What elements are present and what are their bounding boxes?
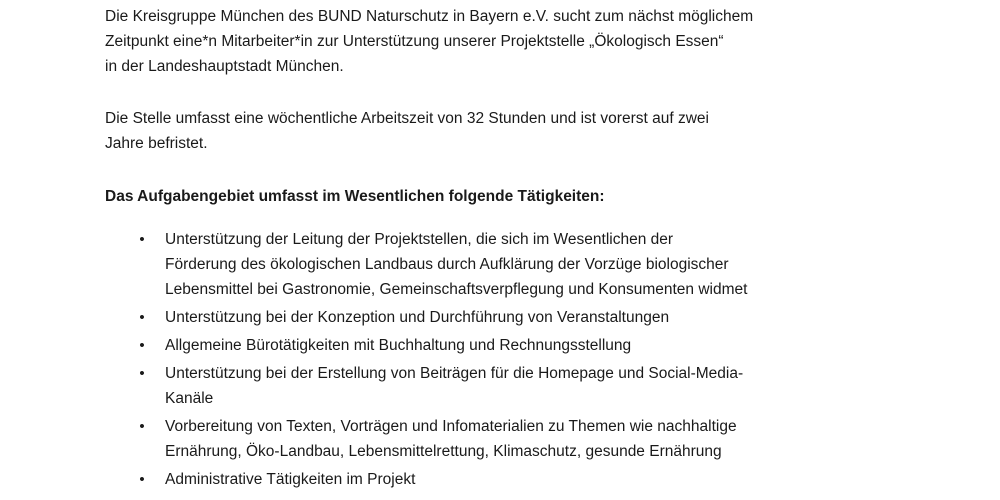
bullet-icon: • <box>139 231 145 248</box>
task-line: Kanäle <box>165 390 214 407</box>
task-item <box>0 467 747 492</box>
task-item <box>0 414 747 464</box>
task-line: Lebensmittel bei Gastronomie, Gemeinschaftsverpflegung und Konsumenten widmet <box>165 281 748 298</box>
task-line: Unterstützung bei der Konzeption und Durchführung von Veranstaltungen <box>165 309 670 326</box>
task-line: Unterstützung der Leitung der Projektstellen, die sich im Wesentlichen der <box>165 231 674 248</box>
task-line: Förderung des ökologischen Landbaus durch Aufklärung der Vorzüge biologischer <box>165 256 729 273</box>
bullet-icon: • <box>139 365 145 382</box>
task-line: Unterstützung bei der Erstellung von Beiträgen für die Homepage und Social-Media- <box>165 365 744 382</box>
intro-paragraph <box>105 4 865 79</box>
task-line: Allgemeine Bürotätigkeiten mit Buchhaltung und Rechnungsstellung <box>165 337 632 354</box>
intro-line: in der Landeshauptstadt München. <box>105 58 344 75</box>
intro-line: Zeitpunkt eine*n Mitarbeiter*in zur Unterstützung unserer Projektstelle „Ökologisch Essen“ <box>105 33 724 50</box>
task-item <box>0 305 747 330</box>
task-line: Ernährung, Öko-Landbau, Lebensmittelrettung, Klimaschutz, gesunde Ernährung <box>165 443 722 460</box>
hours-line: Jahre befristet. <box>105 135 208 152</box>
bullet-icon: • <box>139 337 145 354</box>
task-item <box>0 227 747 302</box>
task-line: Vorbereitung von Texten, Vorträgen und Infomaterialien zu Themen wie nachhaltige <box>165 418 737 435</box>
intro-line: Die Kreisgruppe München des BUND Naturschutz in Bayern e.V. sucht zum nächst möglichem <box>105 8 754 25</box>
working-hours-paragraph <box>105 106 865 156</box>
task-list <box>0 227 747 495</box>
bullet-icon: • <box>139 418 145 435</box>
task-line: Administrative Tätigkeiten im Projekt <box>165 471 416 488</box>
bullet-icon: • <box>139 471 145 488</box>
task-item <box>0 361 747 411</box>
tasks-heading: Das Aufgabengebiet umfasst im Wesentlichen folgende Tätigkeiten: <box>105 188 605 205</box>
hours-line: Die Stelle umfasst eine wöchentliche Arbeitszeit von 32 Stunden und ist vorerst auf zwei <box>105 110 709 127</box>
task-item <box>0 333 747 358</box>
bullet-icon: • <box>139 309 145 326</box>
